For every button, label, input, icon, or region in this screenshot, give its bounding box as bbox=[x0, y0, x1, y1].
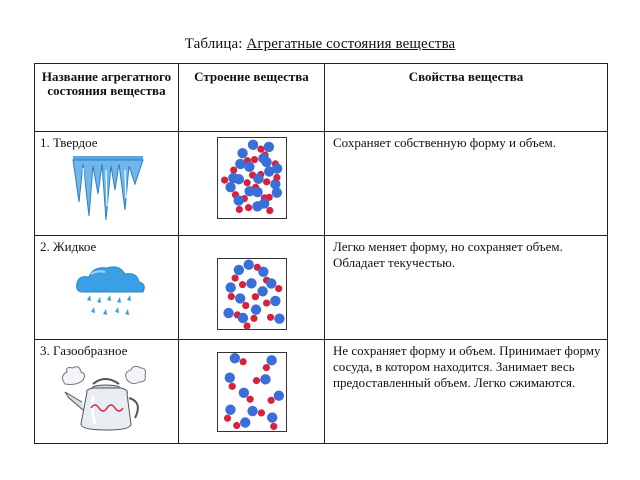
molecule-atom bbox=[266, 355, 276, 365]
molecule-atom bbox=[243, 322, 250, 329]
molecule-atom bbox=[239, 358, 246, 365]
cell-properties-solid bbox=[325, 132, 608, 236]
header-structure: Строение вещества bbox=[179, 64, 325, 132]
molecule-atom bbox=[250, 304, 260, 314]
molecule-atom bbox=[247, 140, 257, 150]
molecule-atom bbox=[247, 406, 257, 416]
molecule-atom bbox=[244, 162, 254, 172]
molecule-atom bbox=[246, 278, 256, 288]
molecule-atom bbox=[267, 397, 274, 404]
header-state-name: Название агрегатного состояния вещества bbox=[35, 64, 179, 132]
molecule-atom bbox=[243, 259, 253, 269]
molecule-atom bbox=[273, 174, 280, 181]
molecule-atom bbox=[235, 206, 242, 213]
molecule-atom bbox=[262, 364, 269, 371]
molecule-atom bbox=[230, 166, 237, 173]
molecule-atom bbox=[270, 296, 280, 306]
molecule-atom bbox=[237, 148, 247, 158]
molecule-atom bbox=[250, 315, 257, 322]
molecule-atom bbox=[225, 405, 235, 415]
molecule-atom bbox=[263, 178, 270, 185]
molecule-atom bbox=[257, 286, 267, 296]
molecule-atom bbox=[227, 293, 234, 300]
molecule-atom bbox=[252, 377, 259, 384]
properties-solid: Сохраняет собственную форму и объем. bbox=[333, 135, 556, 150]
cell-structure-solid bbox=[179, 132, 325, 236]
state-name-gas: 3. Газообразное bbox=[40, 343, 128, 358]
table-row-liquid bbox=[35, 236, 608, 340]
molecule-atom bbox=[225, 282, 235, 292]
crystal-lattice-diagram bbox=[217, 137, 287, 219]
state-name-liquid: 2. Жидкое bbox=[40, 239, 97, 254]
molecule-atom bbox=[257, 146, 264, 153]
header-properties: Свойства вещества bbox=[325, 64, 608, 132]
molecule-atom bbox=[235, 293, 245, 303]
table-row-solid bbox=[35, 132, 608, 236]
molecule-atom bbox=[253, 174, 263, 184]
molecule-atom bbox=[231, 274, 238, 281]
molecule-atom bbox=[275, 285, 282, 292]
gas-molecules-diagram bbox=[217, 352, 287, 432]
molecule-atom bbox=[242, 302, 249, 309]
molecule-atom bbox=[224, 372, 234, 382]
molecule-atom bbox=[263, 142, 273, 152]
molecule-atom bbox=[238, 281, 245, 288]
molecule-atom bbox=[244, 204, 251, 211]
molecule-atom bbox=[233, 422, 240, 429]
molecule-atom bbox=[257, 409, 264, 416]
states-table bbox=[34, 63, 608, 444]
molecule-atom bbox=[221, 176, 228, 183]
cell-structure-liquid bbox=[179, 236, 325, 340]
cell-state-solid bbox=[35, 132, 179, 236]
molecule-atom bbox=[263, 299, 270, 306]
molecule-atom bbox=[266, 314, 273, 321]
molecule-atom bbox=[223, 308, 233, 318]
cell-structure-gas bbox=[179, 340, 325, 444]
page-title bbox=[0, 36, 640, 53]
molecule-atom bbox=[266, 207, 273, 214]
molecule-atom bbox=[258, 267, 268, 277]
molecule-atom bbox=[250, 156, 257, 163]
molecule-atom bbox=[260, 374, 270, 384]
table-row-gas bbox=[35, 340, 608, 444]
properties-gas: Не сохраняет форму и объем. Принимает форму сосуда, в котором находится. Занимает весь предоставленный объем. Легко сжимаются. bbox=[333, 343, 601, 390]
cell-properties-liquid bbox=[325, 236, 608, 340]
molecule-atom bbox=[233, 265, 243, 275]
molecule-atom bbox=[229, 353, 239, 363]
molecule-atom bbox=[225, 182, 235, 192]
molecule-atom bbox=[228, 173, 238, 183]
cell-properties-gas bbox=[325, 340, 608, 444]
cell-state-liquid bbox=[35, 236, 179, 340]
state-name-solid: 1. Твердое bbox=[40, 135, 98, 150]
molecule-atom bbox=[271, 187, 281, 197]
icicle-icon bbox=[35, 154, 175, 222]
molecule-atom bbox=[235, 159, 245, 169]
molecule-atom bbox=[270, 423, 277, 430]
molecule-atom bbox=[238, 388, 248, 398]
steaming-kettle-icon bbox=[35, 362, 175, 436]
molecule-atom bbox=[252, 187, 262, 197]
molecule-atom bbox=[273, 390, 283, 400]
molecule-atom bbox=[259, 198, 269, 208]
rain-cloud-icon bbox=[35, 258, 175, 328]
molecule-atom bbox=[228, 383, 235, 390]
molecule-atom bbox=[266, 278, 276, 288]
properties-liquid: Легко меняет форму, но сохраняет объем. Обладает текучестью. bbox=[333, 239, 563, 270]
title-prefix: Таблица: bbox=[184, 36, 243, 52]
molecule-atom bbox=[243, 179, 250, 186]
cell-state-gas bbox=[35, 340, 179, 444]
title-main: Агрегатные состояния вещества bbox=[246, 36, 456, 52]
molecule-atom bbox=[271, 163, 281, 173]
molecule-atom bbox=[274, 314, 284, 324]
liquid-molecules-diagram bbox=[217, 258, 287, 330]
molecule-atom bbox=[240, 417, 250, 427]
table-header-row bbox=[35, 64, 608, 132]
molecule-atom bbox=[251, 293, 258, 300]
molecule-atom bbox=[223, 415, 230, 422]
molecule-atom bbox=[237, 313, 247, 323]
molecule-atom bbox=[267, 412, 277, 422]
molecule-atom bbox=[246, 396, 253, 403]
molecule-atom bbox=[261, 157, 271, 167]
molecule-atom bbox=[233, 195, 243, 205]
